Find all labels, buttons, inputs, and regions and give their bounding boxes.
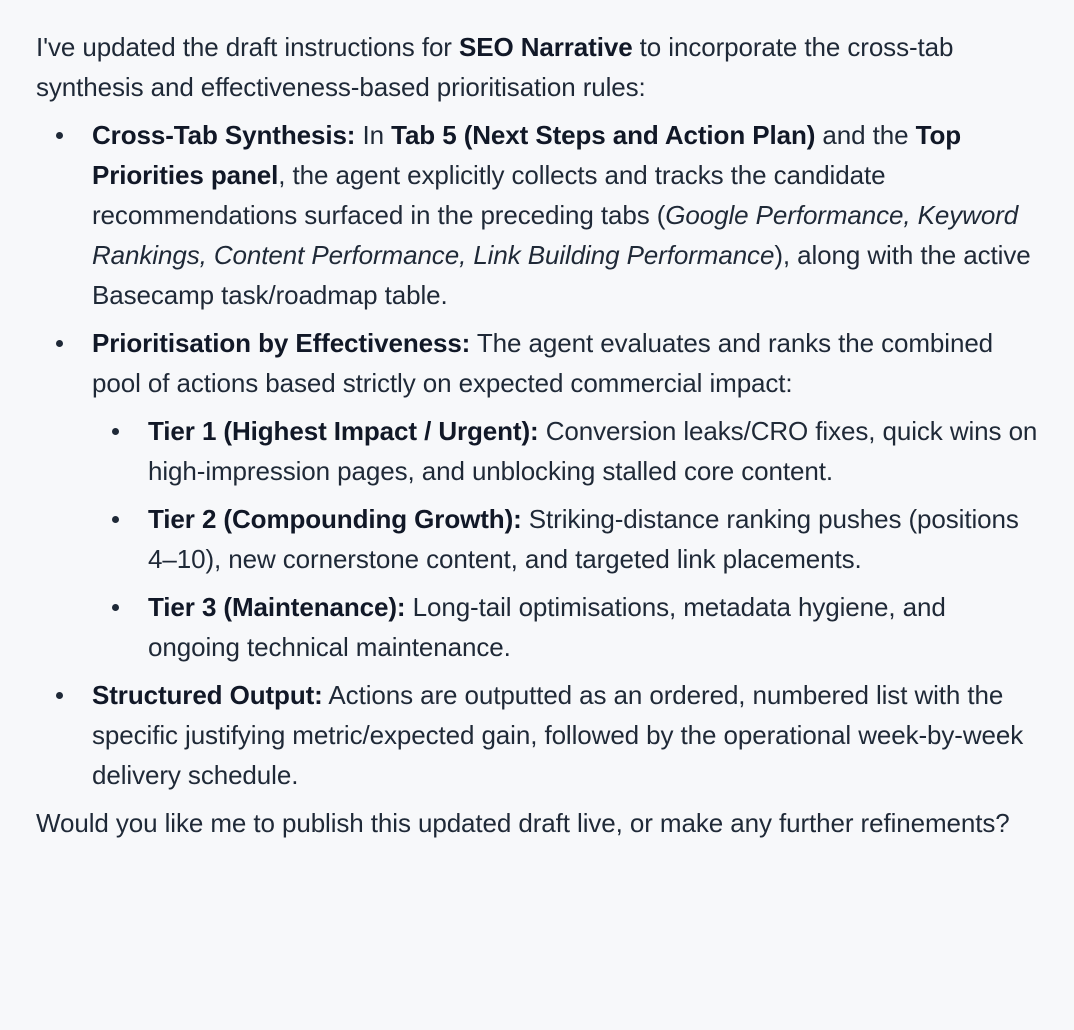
bullet-label: Prioritisation by Effectiveness:	[92, 328, 471, 358]
tier-label: Tier 1 (Highest Impact / Urgent):	[148, 416, 539, 446]
preceding-tabs-list: Google Performance, Keyword Rankings, Content Performance, Link Building Performance	[92, 200, 1019, 270]
bullet-list	[36, 115, 1038, 795]
bullet-prioritisation	[36, 323, 1038, 667]
tier-label: Tier 2 (Compounding Growth):	[148, 504, 522, 534]
top-priorities-reference: Top Priorities panel	[92, 120, 962, 190]
agent-name: SEO Narrative	[458, 32, 633, 62]
bullet-text: ), along with the active Basecamp task/roadmap table.	[92, 240, 1031, 310]
bullet-cross-tab-synthesis	[36, 115, 1038, 315]
tab-5-reference: Tab 5 (Next Steps and Action Plan)	[391, 120, 816, 150]
bullet-text: Actions are outputted as an ordered, numbered list with the specific justifying metric/expected gain, followed by the operational week-by-week delivery schedule.	[92, 680, 1024, 790]
bullet-text: and the	[815, 120, 916, 150]
bullet-text: The agent evaluates and ranks the combined pool of actions based strictly on expected commercial impact:	[92, 328, 994, 398]
tier-text: Long-tail optimisations, metadata hygiene, and ongoing technical maintenance.	[148, 592, 946, 662]
bullet-label: Cross-Tab Synthesis:	[92, 120, 356, 150]
bullet-label: Structured Output:	[92, 680, 323, 710]
intro-paragraph	[36, 27, 1038, 107]
bullet-text: , the agent explicitly collects and tracks the candidate recommendations surfaced in the preceding tabs (	[92, 160, 886, 230]
intro-text-pre: I've updated the draft instructions for	[36, 32, 459, 62]
tier-label: Tier 3 (Maintenance):	[148, 592, 406, 622]
tier-item	[92, 411, 1038, 491]
bullet-structured-output	[36, 675, 1038, 795]
tier-list	[92, 411, 1038, 667]
tier-text: Striking-distance ranking pushes (positions 4–10), new cornerstone content, and targeted link placements.	[148, 504, 1019, 574]
bullet-text: In	[355, 120, 392, 150]
tier-item	[92, 587, 1038, 667]
outro-paragraph: Would you like me to publish this updated draft live, or make any further refinements?	[36, 808, 1010, 838]
tier-text: Conversion leaks/CRO fixes, quick wins on high-impression pages, and unblocking stalled core content.	[148, 416, 1038, 486]
intro-text-post: to incorporate the cross-tab synthesis and effectiveness-based prioritisation rules:	[36, 32, 954, 102]
tier-item	[92, 499, 1038, 579]
